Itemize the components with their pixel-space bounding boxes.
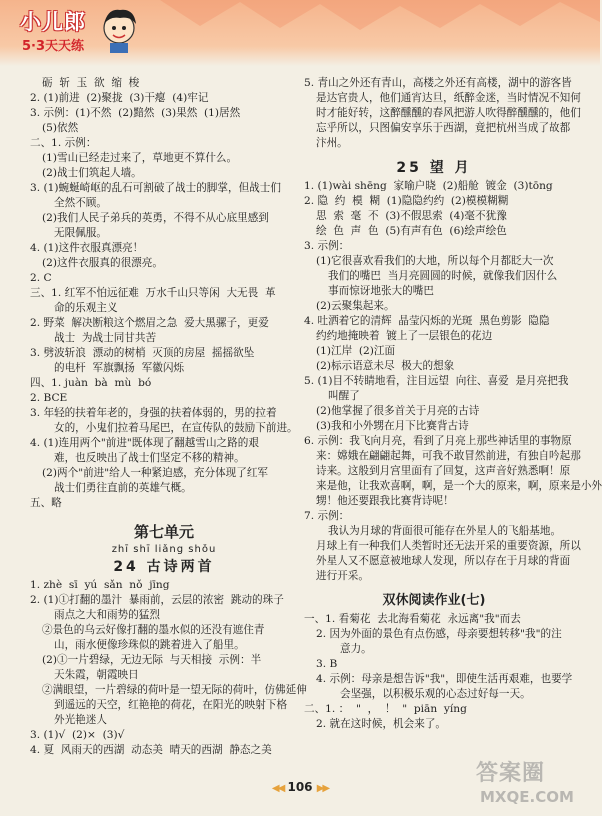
- lesson-pinyin: zhī shī liǎng shǒu: [111, 544, 217, 555]
- right-column: [304, 76, 602, 732]
- right-answers-mid: [304, 179, 602, 584]
- right-answers-top: [304, 76, 581, 151]
- mascot-icon: [96, 4, 142, 54]
- lesson-title-25: 25 望 月: [396, 160, 472, 176]
- header-decoration: [160, 0, 600, 40]
- watermark-url: MXQE.COM: [480, 788, 574, 806]
- answer-line: ②满眼望，一片碧绿的荷叶是一望无际的荷叶，仿佛延伸: [42, 684, 307, 696]
- answer-line: (2)①一片碧绿，无边无际 与天相接 示例：半: [42, 654, 262, 666]
- answer-line: 3. 示例：(1)不然 (2)黯然 (3)果然 (1)居然: [30, 107, 241, 119]
- answer-line: 天朱霞，朝霞映日: [54, 669, 139, 681]
- answer-line: (2)我们人民子弟兵的英勇，不得不从心底里感到: [42, 212, 269, 224]
- answer-line: 无限佩服。: [54, 227, 107, 239]
- answer-line: 3. 年轻的扶着年老的，身强的扶着体弱的，男的拉着: [30, 407, 277, 419]
- unit-title: 第七单元: [133, 523, 194, 541]
- answer-line: 进行开采。: [316, 570, 369, 582]
- answer-line: 月球上有一种我们人类暂时还无法开采的重要资源，所以: [316, 540, 581, 552]
- page-number-value: 106: [287, 780, 313, 794]
- answer-line: 3. (1)蜿蜒崎岖的乱石可割破了战士的脚掌，但战士们: [30, 182, 281, 194]
- answer-line: 甥！他还要跟我比赛背诗呢！: [316, 495, 454, 507]
- answer-line: 诗来。这般到月宫里面有了回复，这声音好熟悉啊！原: [316, 465, 571, 477]
- answer-line: 五、略: [30, 497, 62, 509]
- answer-line: 约约地掩映着 镀上了一层银色的花边: [316, 330, 493, 342]
- left-answers-top: [30, 76, 298, 511]
- answer-line: 2. 就在这时候，机会来了。: [316, 718, 447, 730]
- answer-line: 到遥远的天空，红艳艳的荷花，在阳光的映射下格: [54, 699, 288, 711]
- answer-line: 战士们勇往直前的英雄气概。: [54, 482, 192, 494]
- answer-line: 事而惊讶地张大的嘴巴: [328, 285, 434, 297]
- answer-line: 会坚强，以积极乐观的心态过好每一天。: [340, 688, 531, 700]
- answer-line: 是达官贵人，他们通宵达旦，纸醉金迷，当时情况不知何: [316, 92, 581, 104]
- answer-line: 3. 示例：: [304, 240, 350, 252]
- watermark: [476, 756, 594, 812]
- answer-line: 1. (1)wài shēng 家喻户晓 (2)船舱 镀金 (3)tōng: [304, 180, 553, 192]
- answer-line: (1)雪山已经走过来了，草地更不算什么。: [42, 152, 238, 164]
- answer-line: (2)战士们筑起人墙。: [42, 167, 142, 179]
- answer-line: 6. 示例：我飞向月亮，看到了月亮上那些神话里的事物原: [304, 435, 572, 447]
- right-answers-bottom: [304, 612, 573, 732]
- answer-line: (2)标示语意未尽 极大的想象: [316, 360, 455, 372]
- answer-line: 5. 青山之外还有青山，高楼之外还有高楼，湖中的游客皆: [304, 77, 572, 89]
- left-answers-bottom: [30, 578, 307, 758]
- answer-line: (2)云聚集起来。: [316, 300, 395, 312]
- answer-line: 1. zhè sī yú sǎn nǒ jīng: [30, 579, 170, 591]
- answer-line: 2. 野菜 解决断粮这个燃眉之急 爱大黑骡子，更爱: [30, 317, 269, 329]
- answer-line: 女的，小鬼们拉着马尾巴，在宣传队的鼓励下前进。: [54, 422, 298, 434]
- answer-line: 叫醒了: [328, 390, 360, 402]
- answer-line: 3. B: [316, 658, 338, 670]
- answer-line: 命的乐观主义: [54, 302, 118, 314]
- answer-line: 思 索 毫 不 (3)不假思索 (4)毫不犹豫: [316, 210, 507, 222]
- answer-line: 难，也反映出了战士们坚定不移的精神。: [54, 452, 245, 464]
- prev-arrow-icon: ◀◀: [271, 783, 284, 794]
- answer-line: 2. 隐 约 模 糊 (1)隐隐约约 (2)模模糊糊: [304, 195, 509, 207]
- answer-line: 来是他，让我欢喜啊，啊，是一个大的原来，啊，原来是小外: [316, 480, 602, 492]
- answer-line: 的电杆 军旗飘扬 军徽闪烁: [54, 362, 185, 374]
- answer-line: 3. (1)√ (2)× (3)√: [30, 729, 125, 741]
- answer-line: 四、1. juàn bà mù bó: [30, 377, 152, 389]
- answer-line: (2)两个"前进"给人一种紧迫感，充分体现了红军: [42, 467, 269, 479]
- answer-line: (1)江岸 (2)江面: [316, 345, 396, 357]
- answer-line: 4. (1)这件衣服真漂亮！: [30, 242, 144, 254]
- answer-line: 4. 示例：母亲是想告诉"我"，即使生活再艰难，也要学: [316, 673, 573, 685]
- answer-line: 3. 劈波斩浪 漂动的树梢 灭顶的房屋 摇摇欲坠: [30, 347, 255, 359]
- answer-line: 外星人又不愿意被地球人发现，所以存在于月球的背面: [316, 555, 571, 567]
- answer-line: 4. 吐洒着它的清辉 晶莹闪烁的光斑 黑色剪影 隐隐: [304, 315, 550, 327]
- answer-line: 时才能好转，这醉醺醺的春风把游人吹得醉醺醺的，他们: [316, 107, 581, 119]
- answer-line: 汴州。: [316, 137, 348, 149]
- answer-line: 2. (1)①打翻的墨汁 暴雨前，云层的浓密 跳动的珠子: [30, 594, 284, 606]
- answer-line: 5. (1)目不转睛地看，注目远望 向往、喜爱 是月亮把我: [304, 375, 569, 387]
- answer-line: 2. C: [30, 272, 52, 284]
- answer-line: 7. 示例：: [304, 510, 350, 522]
- answer-line: 我认为月球的背面很可能存在外星人的飞船基地。: [328, 525, 562, 537]
- lesson-title-24: 24 古诗两首: [113, 559, 215, 575]
- brand-subtitle: 5·3天天练: [22, 39, 85, 54]
- answer-line: 山，雨水便像珍珠似的跳着进入了船里。: [54, 639, 245, 651]
- brand-name: 小儿郎: [20, 10, 86, 34]
- answer-line: (2)他掌握了很多首关于月亮的古诗: [316, 405, 480, 417]
- answer-line: 二、1. 示例：: [30, 137, 97, 149]
- answer-line: 全然不顾。: [54, 197, 107, 209]
- answer-line: 雨点之大和雨势的猛烈: [54, 609, 160, 621]
- answer-line: 4. (1)连用两个"前进"既体现了翻越雪山之路的艰: [30, 437, 259, 449]
- answer-line: 忘乎所以，只图偏安享乐于西湖，竟把杭州当成了故都: [316, 122, 571, 134]
- watermark-text: 答案圈: [476, 761, 546, 786]
- answer-line: 来：嫦娥在翩翩起舞，可我不敢冒然前进，有独自吟起那: [316, 450, 581, 462]
- answer-line: (2)这件衣服真的很漂亮。: [42, 257, 163, 269]
- answer-line: 外光艳迷人: [54, 714, 107, 726]
- answer-line: ②景色的乌云好像打翻的墨水似的还没有遮住青: [42, 624, 265, 636]
- page-header: [0, 0, 600, 66]
- answer-line: 战士 为战士同甘共苦: [54, 332, 157, 344]
- left-column: [30, 76, 307, 758]
- answer-line: 绘 色 声 色 (5)有声有色 (6)绘声绘色: [316, 225, 507, 237]
- answer-line: (3)我和小外甥在月下比赛背古诗: [316, 420, 469, 432]
- section-title: 双休阅读作业(七): [382, 593, 486, 608]
- answer-line: 意力。: [340, 643, 372, 655]
- answer-line: 我们的嘴巴 当月亮圆圆的时候，就像我们因什么: [328, 270, 558, 282]
- answer-line: 2. 因为外面的景色有点伤感，母亲要想转移"我"的注: [316, 628, 562, 640]
- next-arrow-icon: ▶▶: [316, 783, 329, 794]
- answer-line: (1)它很喜欢看我们的大地，所以每个月都眨大一次: [316, 255, 554, 267]
- answer-line: 2. BCE: [30, 392, 68, 404]
- answer-line: 2. (1)前进 (2)聚拢 (3)干瘪 (4)牢记: [30, 92, 209, 104]
- answer-line: 三、1. 红军不怕远征难 万水千山只等闲 大无畏 革: [30, 287, 276, 299]
- answer-line: (5)依然: [42, 122, 79, 134]
- answer-line: 砺 斩 玉 欲 缩 梭: [42, 77, 140, 89]
- answer-line: 二、1. ： " ， ！ " piān yíng: [304, 703, 467, 715]
- answer-line: 一、1. 看菊花 去北海看菊花 永远离"我"而去: [304, 613, 521, 625]
- answer-line: 4. 夏 风雨天的西湖 动态美 晴天的西湖 静态之美: [30, 744, 272, 756]
